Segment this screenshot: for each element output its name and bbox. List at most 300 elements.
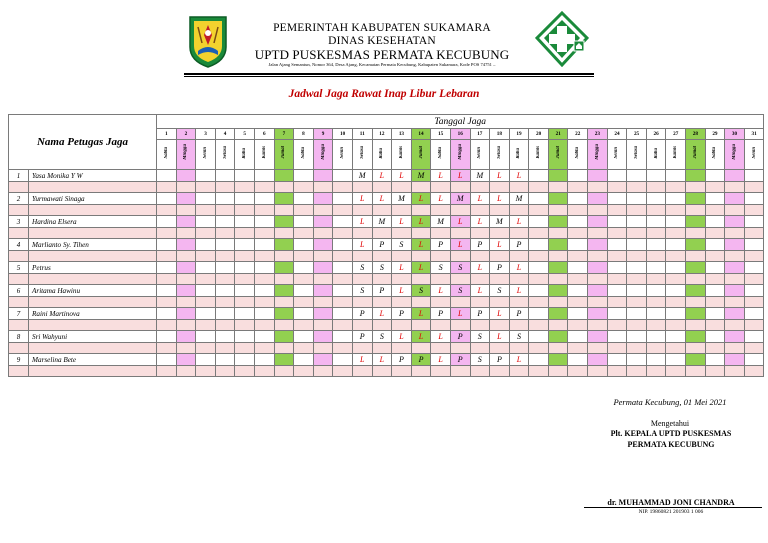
shift-cell: L bbox=[372, 193, 392, 205]
spacer-cell bbox=[627, 251, 647, 262]
empty-shift-cell bbox=[176, 239, 196, 251]
weekday-cell bbox=[450, 140, 470, 170]
empty-shift-cell bbox=[313, 262, 333, 274]
spacer-cell bbox=[411, 297, 431, 308]
weekday-label: Rabu bbox=[516, 147, 522, 159]
date-number-cell: 18 bbox=[490, 129, 510, 140]
spacer-cell bbox=[333, 343, 353, 354]
spacer-cell bbox=[274, 343, 294, 354]
empty-shift-cell bbox=[196, 308, 216, 320]
spacer-cell bbox=[176, 320, 196, 331]
weekday-label: Minggu bbox=[183, 144, 189, 160]
spacer-cell bbox=[431, 297, 451, 308]
spacer-cell bbox=[548, 297, 568, 308]
weekday-label: Senin bbox=[477, 147, 483, 159]
spacer-cell bbox=[666, 182, 686, 193]
empty-shift-cell bbox=[157, 262, 177, 274]
date-group-header: Tanggal Jaga bbox=[157, 115, 764, 129]
spacer-cell bbox=[29, 182, 157, 193]
spacer-cell bbox=[588, 366, 608, 377]
spacer-cell bbox=[509, 343, 529, 354]
spacer-cell bbox=[392, 343, 412, 354]
shift-cell: L bbox=[450, 239, 470, 251]
spacer-cell bbox=[392, 366, 412, 377]
empty-shift-cell bbox=[254, 331, 274, 343]
date-number-cell: 25 bbox=[627, 129, 647, 140]
date-number-cell: 3 bbox=[196, 129, 216, 140]
spacer-cell bbox=[313, 366, 333, 377]
date-number-cell: 31 bbox=[744, 129, 764, 140]
empty-shift-cell bbox=[686, 331, 706, 343]
spacer-cell bbox=[588, 320, 608, 331]
empty-shift-cell bbox=[548, 285, 568, 297]
spacer-cell bbox=[215, 366, 235, 377]
shift-cell: L bbox=[509, 216, 529, 228]
shift-cell: M bbox=[352, 170, 372, 182]
weekday-cell bbox=[254, 140, 274, 170]
weekday-cell bbox=[529, 140, 549, 170]
empty-shift-cell bbox=[666, 262, 686, 274]
spacer-cell bbox=[274, 205, 294, 216]
spacer-cell bbox=[294, 182, 314, 193]
empty-shift-cell bbox=[215, 285, 235, 297]
empty-shift-cell bbox=[588, 354, 608, 366]
date-number-cell: 23 bbox=[588, 129, 608, 140]
spacer-cell bbox=[705, 251, 725, 262]
date-number-cell: 2 bbox=[176, 129, 196, 140]
spacer-cell bbox=[274, 274, 294, 285]
shift-cell: P bbox=[372, 285, 392, 297]
empty-shift-cell bbox=[313, 193, 333, 205]
empty-shift-cell bbox=[333, 193, 353, 205]
shift-cell: P bbox=[372, 239, 392, 251]
spacer-cell bbox=[235, 205, 255, 216]
shift-cell: L bbox=[411, 193, 431, 205]
spacer-cell bbox=[431, 320, 451, 331]
empty-shift-cell bbox=[235, 239, 255, 251]
spacer-cell bbox=[529, 205, 549, 216]
shift-cell: L bbox=[352, 239, 372, 251]
shift-cell: S bbox=[450, 262, 470, 274]
spacer-cell bbox=[313, 274, 333, 285]
shift-cell: L bbox=[470, 193, 490, 205]
spacer-cell bbox=[254, 274, 274, 285]
spacer-cell bbox=[392, 251, 412, 262]
shift-cell: L bbox=[392, 216, 412, 228]
spacer-cell bbox=[470, 182, 490, 193]
empty-shift-cell bbox=[157, 308, 177, 320]
empty-shift-cell bbox=[744, 331, 764, 343]
row-spacer bbox=[9, 366, 764, 377]
spacer-cell bbox=[215, 274, 235, 285]
empty-shift-cell bbox=[548, 308, 568, 320]
staff-number: 6 bbox=[9, 285, 29, 297]
shift-cell: P bbox=[450, 354, 470, 366]
spacer-cell bbox=[607, 251, 627, 262]
spacer-cell bbox=[9, 320, 29, 331]
spacer-cell bbox=[490, 274, 510, 285]
empty-shift-cell bbox=[333, 239, 353, 251]
spacer-cell bbox=[529, 297, 549, 308]
empty-shift-cell bbox=[529, 308, 549, 320]
puskesmas-cross-icon bbox=[535, 11, 589, 67]
spacer-cell bbox=[509, 228, 529, 239]
shift-cell: L bbox=[411, 262, 431, 274]
shift-cell: L bbox=[372, 170, 392, 182]
empty-shift-cell bbox=[646, 239, 666, 251]
empty-shift-cell bbox=[274, 331, 294, 343]
spacer-cell bbox=[666, 320, 686, 331]
spacer-cell bbox=[294, 228, 314, 239]
spacer-cell bbox=[725, 251, 745, 262]
empty-shift-cell bbox=[705, 170, 725, 182]
empty-shift-cell bbox=[548, 262, 568, 274]
spacer-cell bbox=[411, 320, 431, 331]
row-spacer bbox=[9, 182, 764, 193]
shift-cell: L bbox=[470, 262, 490, 274]
shift-cell: S bbox=[372, 331, 392, 343]
shift-cell: L bbox=[372, 308, 392, 320]
empty-shift-cell bbox=[235, 308, 255, 320]
spacer-cell bbox=[725, 297, 745, 308]
spacer-cell bbox=[235, 251, 255, 262]
spacer-cell bbox=[254, 205, 274, 216]
weekday-cell bbox=[196, 140, 216, 170]
empty-shift-cell bbox=[744, 354, 764, 366]
spacer-cell bbox=[235, 343, 255, 354]
shift-cell: P bbox=[470, 308, 490, 320]
spacer-cell bbox=[29, 274, 157, 285]
spacer-cell bbox=[666, 228, 686, 239]
weekday-label: Selasa bbox=[634, 145, 640, 159]
empty-shift-cell bbox=[568, 308, 588, 320]
empty-shift-cell bbox=[254, 193, 274, 205]
empty-shift-cell bbox=[196, 216, 216, 228]
shift-cell: L bbox=[450, 170, 470, 182]
empty-shift-cell bbox=[235, 331, 255, 343]
spacer-cell bbox=[352, 251, 372, 262]
spacer-cell bbox=[548, 320, 568, 331]
weekday-label: Rabu bbox=[242, 147, 248, 159]
empty-shift-cell bbox=[333, 216, 353, 228]
date-number-cell: 29 bbox=[705, 129, 725, 140]
weekday-cell bbox=[588, 140, 608, 170]
spacer-cell bbox=[29, 320, 157, 331]
weekday-cell bbox=[470, 140, 490, 170]
empty-shift-cell bbox=[725, 262, 745, 274]
spacer-cell bbox=[627, 182, 647, 193]
empty-shift-cell bbox=[646, 308, 666, 320]
weekday-cell bbox=[568, 140, 588, 170]
shift-cell: M bbox=[431, 216, 451, 228]
spacer-cell bbox=[274, 251, 294, 262]
staff-name: Sri Wahyuni bbox=[29, 331, 157, 343]
spacer-cell bbox=[196, 343, 216, 354]
empty-shift-cell bbox=[627, 331, 647, 343]
spacer-cell bbox=[411, 343, 431, 354]
date-number-cell: 15 bbox=[431, 129, 451, 140]
spacer-cell bbox=[157, 182, 177, 193]
empty-shift-cell bbox=[568, 216, 588, 228]
spacer-cell bbox=[470, 366, 490, 377]
shift-cell: P bbox=[352, 331, 372, 343]
empty-shift-cell bbox=[313, 354, 333, 366]
empty-shift-cell bbox=[666, 308, 686, 320]
spacer-cell bbox=[372, 251, 392, 262]
empty-shift-cell bbox=[313, 308, 333, 320]
weekday-cell bbox=[548, 140, 568, 170]
empty-shift-cell bbox=[157, 331, 177, 343]
empty-shift-cell bbox=[705, 262, 725, 274]
spacer-cell bbox=[431, 205, 451, 216]
spacer-cell bbox=[392, 228, 412, 239]
spacer-cell bbox=[529, 343, 549, 354]
spacer-cell bbox=[372, 366, 392, 377]
weekday-label: Kamis bbox=[398, 145, 404, 159]
weekday-cell bbox=[235, 140, 255, 170]
spacer-cell bbox=[333, 297, 353, 308]
empty-shift-cell bbox=[686, 308, 706, 320]
empty-shift-cell bbox=[548, 331, 568, 343]
empty-shift-cell bbox=[725, 354, 745, 366]
shift-cell: P bbox=[470, 239, 490, 251]
spacer-cell bbox=[450, 274, 470, 285]
empty-shift-cell bbox=[294, 262, 314, 274]
empty-shift-cell bbox=[725, 285, 745, 297]
spacer-cell bbox=[509, 366, 529, 377]
empty-shift-cell bbox=[627, 239, 647, 251]
empty-shift-cell bbox=[254, 354, 274, 366]
spacer-cell bbox=[686, 297, 706, 308]
spacer-cell bbox=[176, 228, 196, 239]
spacer-cell bbox=[9, 182, 29, 193]
weekday-label: Rabu bbox=[653, 147, 659, 159]
spacer-cell bbox=[588, 343, 608, 354]
spacer-cell bbox=[333, 228, 353, 239]
empty-shift-cell bbox=[725, 331, 745, 343]
spacer-cell bbox=[509, 320, 529, 331]
staff-number: 8 bbox=[9, 331, 29, 343]
spacer-cell bbox=[744, 274, 764, 285]
spacer-cell bbox=[411, 274, 431, 285]
spacer-cell bbox=[568, 366, 588, 377]
empty-shift-cell bbox=[744, 216, 764, 228]
spacer-cell bbox=[568, 297, 588, 308]
spacer-cell bbox=[29, 297, 157, 308]
empty-shift-cell bbox=[274, 262, 294, 274]
spacer-cell bbox=[490, 297, 510, 308]
shift-cell: L bbox=[470, 216, 490, 228]
empty-shift-cell bbox=[744, 170, 764, 182]
spacer-cell bbox=[588, 182, 608, 193]
spacer-cell bbox=[254, 366, 274, 377]
spacer-cell bbox=[450, 251, 470, 262]
spacer-cell bbox=[548, 274, 568, 285]
spacer-cell bbox=[157, 366, 177, 377]
spacer-cell bbox=[686, 366, 706, 377]
date-number-cell: 1 bbox=[157, 129, 177, 140]
empty-shift-cell bbox=[176, 285, 196, 297]
spacer-cell bbox=[431, 228, 451, 239]
spacer-cell bbox=[274, 228, 294, 239]
spacer-cell bbox=[313, 228, 333, 239]
spacer-cell bbox=[352, 182, 372, 193]
empty-shift-cell bbox=[744, 285, 764, 297]
spacer-cell bbox=[548, 366, 568, 377]
spacer-cell bbox=[666, 366, 686, 377]
empty-shift-cell bbox=[274, 170, 294, 182]
empty-shift-cell bbox=[235, 216, 255, 228]
spacer-cell bbox=[744, 251, 764, 262]
row-spacer bbox=[9, 251, 764, 262]
empty-shift-cell bbox=[588, 239, 608, 251]
spacer-cell bbox=[725, 228, 745, 239]
shift-cell: L bbox=[372, 354, 392, 366]
spacer-cell bbox=[490, 320, 510, 331]
spacer-cell bbox=[725, 320, 745, 331]
row-spacer bbox=[9, 320, 764, 331]
spacer-cell bbox=[372, 205, 392, 216]
spacer-cell bbox=[607, 297, 627, 308]
empty-shift-cell bbox=[686, 216, 706, 228]
shift-cell: L bbox=[490, 308, 510, 320]
empty-shift-cell bbox=[294, 331, 314, 343]
shift-cell: S bbox=[431, 262, 451, 274]
staff-number: 4 bbox=[9, 239, 29, 251]
weekday-cell bbox=[411, 140, 431, 170]
date-number-cell: 19 bbox=[509, 129, 529, 140]
empty-shift-cell bbox=[274, 193, 294, 205]
empty-shift-cell bbox=[294, 216, 314, 228]
empty-shift-cell bbox=[686, 285, 706, 297]
spacer-cell bbox=[431, 251, 451, 262]
empty-shift-cell bbox=[725, 216, 745, 228]
spacer-cell bbox=[588, 251, 608, 262]
empty-shift-cell bbox=[235, 285, 255, 297]
spacer-cell bbox=[450, 182, 470, 193]
shift-cell: S bbox=[509, 331, 529, 343]
spacer-cell bbox=[529, 251, 549, 262]
spacer-cell bbox=[725, 366, 745, 377]
empty-shift-cell bbox=[607, 308, 627, 320]
spacer-cell bbox=[235, 297, 255, 308]
spacer-cell bbox=[627, 343, 647, 354]
empty-shift-cell bbox=[274, 285, 294, 297]
weekday-label: Rabu bbox=[379, 147, 385, 159]
shift-cell: L bbox=[490, 331, 510, 343]
staff-name: Hardina Elsera bbox=[29, 216, 157, 228]
date-number-cell: 10 bbox=[333, 129, 353, 140]
date-number-cell: 7 bbox=[274, 129, 294, 140]
empty-shift-cell bbox=[548, 216, 568, 228]
weekday-cell bbox=[509, 140, 529, 170]
spacer-cell bbox=[588, 228, 608, 239]
weekday-cell bbox=[490, 140, 510, 170]
signatory-name: dr. MUHAMMAD JONI CHANDRA bbox=[607, 498, 735, 507]
weekday-label: Selasa bbox=[496, 145, 502, 159]
empty-shift-cell bbox=[568, 285, 588, 297]
empty-shift-cell bbox=[705, 239, 725, 251]
spacer-cell bbox=[29, 205, 157, 216]
letterhead-department: DINAS KESEHATAN bbox=[328, 35, 436, 47]
spacer-cell bbox=[196, 205, 216, 216]
spacer-cell bbox=[431, 182, 451, 193]
empty-shift-cell bbox=[588, 193, 608, 205]
spacer-cell bbox=[627, 320, 647, 331]
weekday-label: Senin bbox=[340, 147, 346, 159]
weekday-cell bbox=[352, 140, 372, 170]
spacer-cell bbox=[411, 366, 431, 377]
spacer-cell bbox=[215, 343, 235, 354]
empty-shift-cell bbox=[627, 308, 647, 320]
empty-shift-cell bbox=[705, 285, 725, 297]
spacer-cell bbox=[372, 297, 392, 308]
empty-shift-cell bbox=[196, 239, 216, 251]
spacer-cell bbox=[607, 205, 627, 216]
empty-shift-cell bbox=[333, 308, 353, 320]
letterhead-unit: UPTD PUSKESMAS PERMATA KECUBUNG bbox=[254, 47, 510, 62]
spacer-cell bbox=[470, 274, 490, 285]
staff-row bbox=[9, 331, 764, 343]
empty-shift-cell bbox=[686, 239, 706, 251]
spacer-cell bbox=[254, 182, 274, 193]
spacer-cell bbox=[450, 343, 470, 354]
staff-name: Petrus bbox=[29, 262, 157, 274]
spacer-cell bbox=[607, 274, 627, 285]
spacer-cell bbox=[313, 343, 333, 354]
empty-shift-cell bbox=[725, 308, 745, 320]
empty-shift-cell bbox=[568, 170, 588, 182]
empty-shift-cell bbox=[607, 216, 627, 228]
shift-cell: L bbox=[490, 193, 510, 205]
spacer-cell bbox=[294, 320, 314, 331]
weekday-label: Kamis bbox=[536, 145, 542, 159]
empty-shift-cell bbox=[196, 170, 216, 182]
empty-shift-cell bbox=[333, 331, 353, 343]
spacer-cell bbox=[470, 343, 490, 354]
empty-shift-cell bbox=[666, 354, 686, 366]
date-number-cell: 5 bbox=[235, 129, 255, 140]
weekday-label: Minggu bbox=[457, 144, 463, 160]
shift-cell: S bbox=[372, 262, 392, 274]
spacer-cell bbox=[509, 251, 529, 262]
spacer-cell bbox=[450, 228, 470, 239]
spacer-cell bbox=[529, 320, 549, 331]
empty-shift-cell bbox=[294, 193, 314, 205]
spacer-cell bbox=[568, 228, 588, 239]
spacer-cell bbox=[686, 228, 706, 239]
staff-row bbox=[9, 239, 764, 251]
empty-shift-cell bbox=[196, 262, 216, 274]
staff-number: 7 bbox=[9, 308, 29, 320]
weekday-label: Minggu bbox=[594, 144, 600, 160]
staff-row bbox=[9, 285, 764, 297]
spacer-cell bbox=[235, 182, 255, 193]
empty-shift-cell bbox=[666, 216, 686, 228]
spacer-cell bbox=[294, 343, 314, 354]
spacer-cell bbox=[666, 274, 686, 285]
empty-shift-cell bbox=[274, 354, 294, 366]
shift-cell: M bbox=[372, 216, 392, 228]
shift-cell: L bbox=[431, 331, 451, 343]
empty-shift-cell bbox=[568, 354, 588, 366]
spacer-cell bbox=[352, 205, 372, 216]
shift-cell: L bbox=[490, 239, 510, 251]
weekday-cell bbox=[627, 140, 647, 170]
spacer-cell bbox=[646, 228, 666, 239]
empty-shift-cell bbox=[686, 354, 706, 366]
spacer-cell bbox=[196, 297, 216, 308]
